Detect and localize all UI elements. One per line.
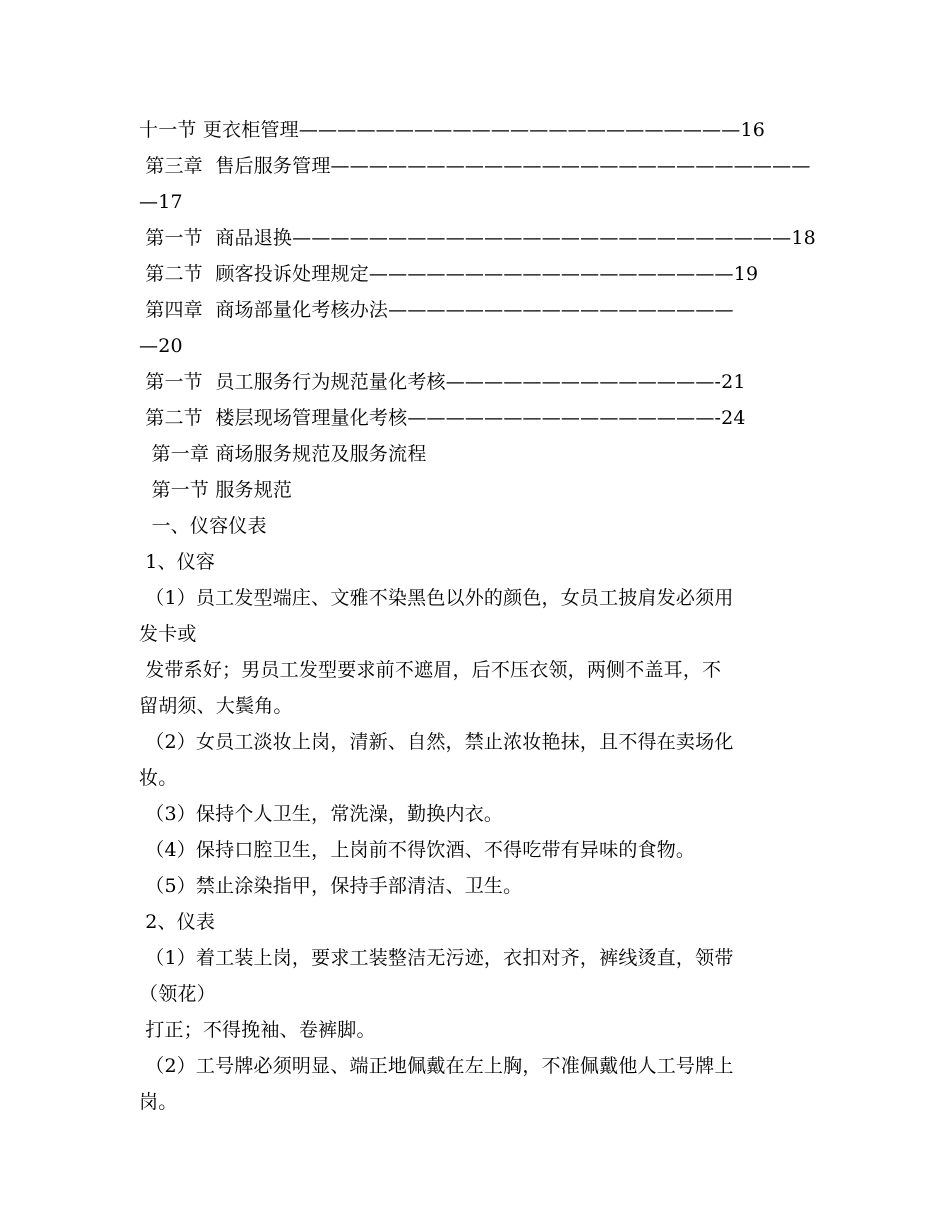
paragraph-line: 发卡或 [139, 623, 197, 645]
paragraph-line: 留胡须、大鬓角。 [139, 695, 293, 717]
paragraph-line: （1）着工装上岗，要求工装整洁无污迹，衣扣对齐，裤线烫直，领带 [139, 947, 734, 969]
toc-entry-floor-assessment: 第二节 楼层现场管理量化考核————————————————-24 [139, 407, 746, 429]
paragraph-line: 发带系好；男员工发型要求前不遮眉，后不压衣领，两侧不盖耳，不 [139, 659, 722, 681]
paragraph-line: （1）员工发型端庄、文雅不染黑色以外的颜色，女员工披肩发必须用 [139, 587, 734, 609]
paragraph-line: （领花） [139, 983, 216, 1005]
subsection-heading: 一、仪容仪表 [139, 515, 267, 537]
toc-entry-returns: 第一节 商品退换——————————————————————————18 [139, 227, 816, 249]
toc-entry-staff-assessment: 第一节 员工服务行为规范量化考核——————————————-21 [139, 371, 746, 393]
toc-entry-chapter-4: 第四章 商场部量化考核办法—————————————————— [139, 299, 734, 321]
paragraph-line: （2）女员工淡妆上岗，清新、自然，禁止浓妆艳抹，且不得在卖场化 [139, 731, 734, 753]
chapter-heading: 第一章 商场服务规范及服务流程 [139, 443, 427, 465]
paragraph-line: 妆。 [139, 767, 178, 789]
toc-entry-locker: 十一节 更衣柜管理———————————————————————16 [139, 119, 766, 141]
section-heading: 第一节 服务规范 [139, 479, 293, 501]
paragraph-line: 打正；不得挽袖、卷裤脚。 [139, 1019, 376, 1041]
paragraph-line: 岗。 [139, 1091, 178, 1113]
toc-entry-chapter-3-page: —17 [139, 191, 183, 213]
paragraph-line: （3）保持个人卫生，常洗澡，勤换内衣。 [139, 803, 504, 825]
toc-entry-chapter-3: 第三章 售后服务管理————————————————————————— [139, 155, 811, 177]
toc-entry-chapter-4-page: —20 [139, 335, 183, 357]
item-heading-attire: 2、仪表 [139, 911, 216, 933]
paragraph-line: （2）工号牌必须明显、端正地佩戴在左上胸，不准佩戴他人工号牌上 [139, 1055, 734, 1077]
toc-entry-complaints: 第二节 顾客投诉处理规定———————————————————19 [139, 263, 759, 285]
paragraph-line: （4）保持口腔卫生，上岗前不得饮酒、不得吃带有异味的食物。 [139, 839, 696, 861]
item-heading-appearance: 1、仪容 [139, 551, 216, 573]
paragraph-line: （5）禁止涂染指甲，保持手部清洁、卫生。 [139, 875, 523, 897]
